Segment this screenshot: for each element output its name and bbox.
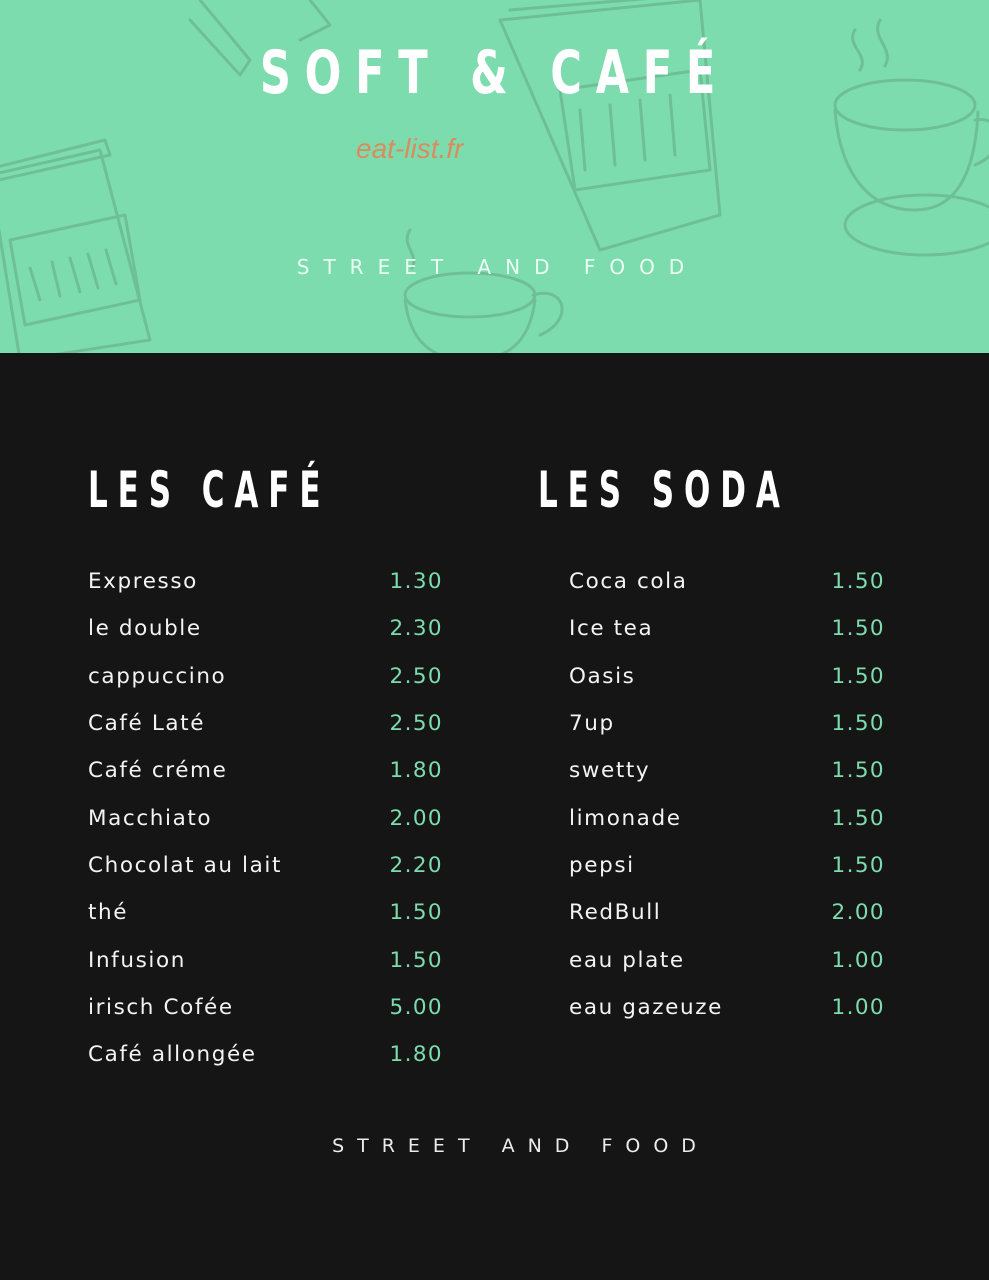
item-price: 1.50	[389, 947, 443, 973]
item-price: 1.50	[831, 852, 885, 878]
section-title-soda: LES SODA	[538, 461, 790, 519]
item-price: 1.30	[389, 569, 443, 595]
menu-item	[88, 700, 443, 747]
menu-item	[569, 653, 885, 700]
coffee-cup-doodle-icon	[835, 20, 989, 255]
menu-item	[88, 889, 443, 936]
item-price: 2.50	[389, 711, 443, 737]
menu-item	[88, 984, 443, 1031]
menu-item	[88, 558, 443, 605]
menu-item	[88, 1031, 443, 1078]
item-name: cappuccino	[88, 663, 227, 689]
item-name: Chocolat au lait	[88, 852, 282, 878]
menu-title: SOFT & CAFÉ	[259, 38, 730, 108]
menu-item	[569, 700, 885, 747]
item-price: 1.50	[831, 569, 885, 595]
item-price: 1.50	[831, 616, 885, 642]
menu-item	[88, 936, 443, 983]
item-name: le double	[88, 616, 202, 642]
menu-header	[0, 0, 989, 353]
item-name: eau plate	[569, 947, 685, 973]
menu-item	[88, 653, 443, 700]
item-name: Macchiato	[88, 805, 213, 831]
item-price: 2.00	[831, 900, 885, 926]
item-name: irisch Cofée	[88, 994, 234, 1020]
item-name: Café allongée	[88, 1042, 257, 1068]
item-name: Expresso	[88, 569, 198, 595]
item-price: 1.50	[831, 663, 885, 689]
item-name: 7up	[569, 711, 615, 737]
item-price: 1.00	[831, 994, 885, 1020]
menu-body	[0, 353, 989, 1280]
menu-item	[569, 936, 885, 983]
item-name: eau gazeuze	[569, 994, 723, 1020]
item-price: 5.00	[389, 994, 443, 1020]
menu-item	[88, 794, 443, 841]
item-price: 1.50	[831, 758, 885, 784]
item-name: limonade	[569, 805, 682, 831]
section-title-cafe: LES CAFÉ	[88, 461, 331, 519]
menu-item	[569, 842, 885, 889]
item-name: Oasis	[569, 663, 636, 689]
item-name: Café créme	[88, 758, 228, 784]
footer-tagline: STREET AND FOOD	[332, 1135, 709, 1157]
item-price: 2.20	[389, 852, 443, 878]
header-tagline: STREET AND FOOD	[296, 255, 699, 279]
item-name: Ice tea	[569, 616, 654, 642]
item-price: 1.50	[831, 805, 885, 831]
item-price: 1.50	[831, 711, 885, 737]
menu-item	[569, 984, 885, 1031]
item-price: 2.00	[389, 805, 443, 831]
coffee-cup-doodle-icon	[405, 230, 562, 353]
item-price: 1.00	[831, 947, 885, 973]
item-name: Infusion	[88, 947, 186, 973]
item-name: Coca cola	[569, 569, 688, 595]
item-name: RedBull	[569, 900, 662, 926]
menu-item	[569, 605, 885, 652]
item-price: 2.30	[389, 616, 443, 642]
menu-item	[569, 558, 885, 605]
cafe-items-list	[88, 558, 443, 1078]
menu-item	[88, 605, 443, 652]
item-name: pepsi	[569, 852, 635, 878]
takeaway-coffee-doodle-icon	[0, 140, 150, 353]
item-price: 1.50	[389, 900, 443, 926]
item-name: swetty	[569, 758, 651, 784]
item-price: 2.50	[389, 663, 443, 689]
menu-item	[88, 842, 443, 889]
watermark-text: eat-list.fr	[356, 133, 464, 164]
menu-item	[569, 747, 885, 794]
menu-item	[569, 794, 885, 841]
item-price: 1.80	[389, 1042, 443, 1068]
menu-item	[88, 747, 443, 794]
menu-item	[569, 889, 885, 936]
soda-items-list	[569, 558, 885, 1031]
item-price: 1.80	[389, 758, 443, 784]
item-name: thé	[88, 900, 129, 926]
item-name: Café Laté	[88, 711, 206, 737]
